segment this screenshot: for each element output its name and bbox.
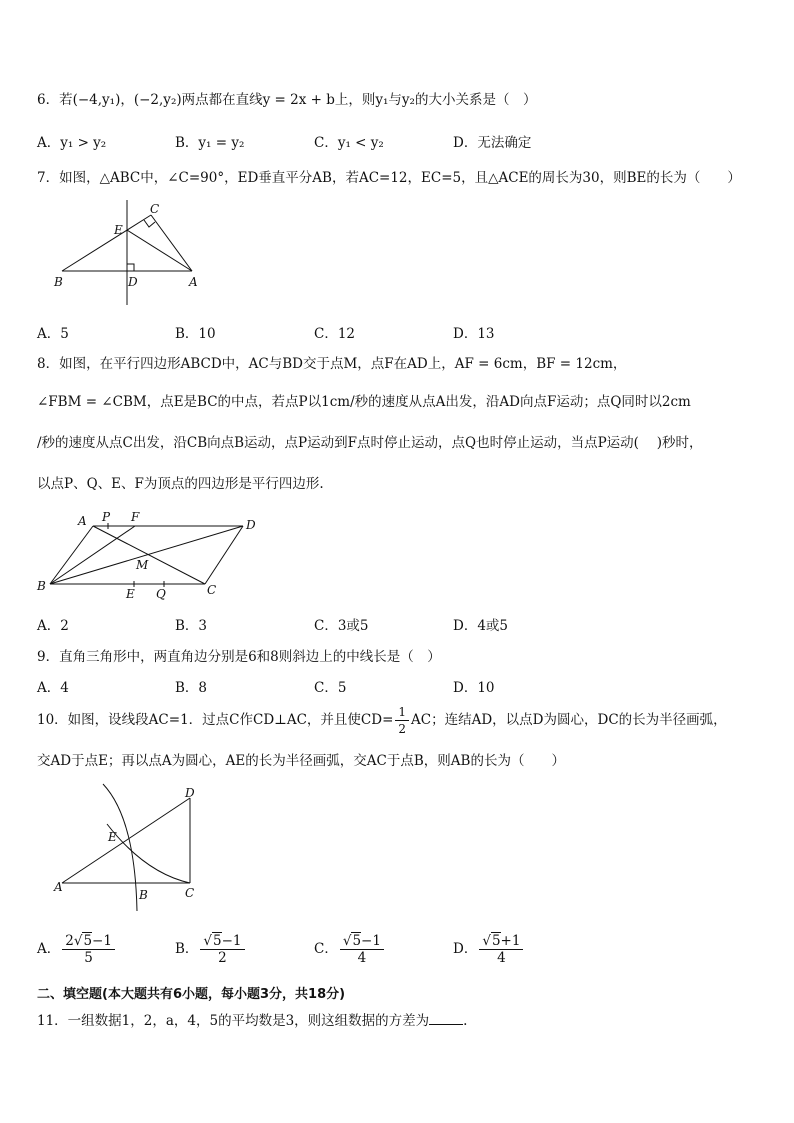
q10-option-d: [453, 929, 525, 969]
q8-option-c: C．3或5: [314, 618, 369, 634]
q10-b-radicand: 5: [213, 933, 222, 949]
q8-label-a: A: [78, 514, 87, 528]
q10-d-radicand: 5: [491, 933, 501, 949]
q7-option-a: A．5: [37, 326, 69, 342]
q10-a-radicand: 5: [83, 933, 93, 949]
q10-option-a-letter: A．: [37, 941, 61, 957]
q6-option-a: A．y₁ > y₂: [37, 135, 107, 151]
q10-option-c: [314, 929, 386, 969]
q10-line1-text-a: 10．如图，设线段AC=1．过点C作CD⊥AC，并且使CD=: [37, 712, 394, 728]
q8-option-b: B．3: [175, 618, 208, 634]
question-10-line1: [37, 703, 727, 737]
q9-option-d: D．10: [453, 680, 495, 696]
q10-option-a-fraction: $\frac{2√5-1}{5}$: [62, 933, 115, 966]
question-6-stem: 6．若(−4,y₁)，(−2,y₂)两点都在直线y = 2x + b上，则y₁与y₂的大小关系是（ ）: [37, 92, 537, 108]
q10-a-den: 5: [84, 950, 93, 966]
q10-inline-fraction: [395, 704, 409, 737]
q10-option-c-fraction: $\frac{√5-1}{4}$: [340, 933, 384, 966]
q10-c-tail: −1: [361, 933, 381, 949]
q6-option-b: B．y₁ = y₂: [175, 135, 245, 151]
q10-label-c: C: [185, 886, 195, 900]
q8-label-p: P: [102, 510, 111, 524]
q10-frac-den: 2: [398, 722, 407, 736]
question-7-stem: 7．如图，△ABC中，∠C=90°，ED垂直平分AB，若AC=12，EC=5，且△ACE的周长为30，则BE的长为（ ）: [37, 170, 741, 186]
q10-label-e: E: [108, 830, 117, 844]
q7-option-d: D．13: [453, 326, 495, 342]
q7-option-c: C．12: [314, 326, 356, 342]
q7-label-a: A: [189, 275, 198, 289]
q7-label-c: C: [150, 202, 160, 216]
q8-label-e: E: [126, 587, 135, 601]
question-8-line3: /秒的速度从点C出发，沿CB向点B运动，点P运动到F点时停止运动，点Q也时停止运动，当点P运动( )秒时，: [37, 435, 703, 451]
q8-option-a: A．2: [37, 618, 69, 634]
question-8-line2: ∠FBM = ∠CBM，点E是BC的中点，若点P以1cm/秒的速度从点A出发，沿AD向点F运动；点Q同时以2cm: [37, 394, 691, 410]
q10-option-d-fraction: $\frac{√5+1}{4}$: [479, 933, 523, 966]
q7-figure: [45, 198, 215, 310]
question-11-stem: 11．一组数据1，2，a，4，5的平均数是3，则这组数据的方差为: [37, 1013, 430, 1029]
question-8-line4: 以点P、Q、E、F为顶点的四边形是平行四边形.: [37, 476, 324, 492]
q9-option-a: A．4: [37, 680, 69, 696]
q9-option-b: B．8: [175, 680, 208, 696]
question-8-line1: 8．如图，在平行四边形ABCD中，AC与BD交于点M，点F在AD上，AF = 6cm，BF = 12cm，: [37, 356, 627, 372]
q10-option-c-letter: C．: [314, 941, 338, 957]
question-10-line2: 交AD于点E；再以点A为圆心，AE的长为半径画弧，交AC于点B，则AB的长为（ ）: [37, 753, 565, 769]
q7-label-b: B: [54, 275, 63, 289]
q10-frac-num: 1: [395, 704, 409, 721]
q10-b-tail: −1: [221, 933, 242, 949]
q10-line1-text-b: AC；连结AD，以点D为圆心，DC的长为半径画弧，: [411, 712, 727, 728]
q10-a-coef: 2: [65, 933, 74, 949]
q8-label-f: F: [131, 510, 140, 524]
q8-figure: [30, 508, 270, 604]
q10-d-den: 4: [497, 950, 506, 966]
q10-option-a: [37, 929, 117, 969]
q10-c-den: 4: [357, 950, 367, 966]
q11-end: .: [463, 1013, 468, 1029]
q10-a-tail: −1: [92, 933, 112, 949]
q10-c-radicand: 5: [352, 933, 362, 949]
q10-label-a: A: [54, 880, 63, 894]
q7-label-d: D: [128, 275, 138, 289]
q8-option-d: D．4或5: [453, 618, 509, 634]
q7-label-e: E: [114, 223, 123, 237]
q10-option-d-letter: D．: [453, 941, 478, 957]
q8-label-b: B: [37, 579, 46, 593]
q10-option-b: [175, 929, 247, 969]
q10-figure: [45, 778, 205, 912]
question-11: [37, 1009, 467, 1029]
q6-option-c: C．y₁ < y₂: [314, 135, 384, 151]
q10-option-b-letter: B．: [175, 941, 199, 957]
q10-label-b: B: [139, 888, 148, 902]
q6-option-d: D．无法确定: [453, 135, 532, 151]
q8-label-d: D: [246, 518, 256, 532]
question-9-stem: 9．直角三角形中，两直角边分别是6和8则斜边上的中线长是（ ）: [37, 649, 441, 665]
q7-option-b: B．10: [175, 326, 216, 342]
q10-b-den: 2: [218, 950, 227, 966]
q8-label-c: C: [207, 583, 217, 597]
q10-label-d: D: [185, 786, 195, 800]
q8-label-q: Q: [156, 587, 166, 601]
q11-answer-blank: [429, 1012, 463, 1025]
section-2-heading: 二、填空题(本大题共有6小题，每小题3分，共18分): [37, 987, 346, 1002]
q10-d-tail: +1: [500, 933, 521, 949]
q9-option-c: C．5: [314, 680, 347, 696]
q10-option-b-fraction: $\frac{√5-1}{2}$: [200, 933, 244, 966]
q8-label-m: M: [136, 558, 149, 572]
